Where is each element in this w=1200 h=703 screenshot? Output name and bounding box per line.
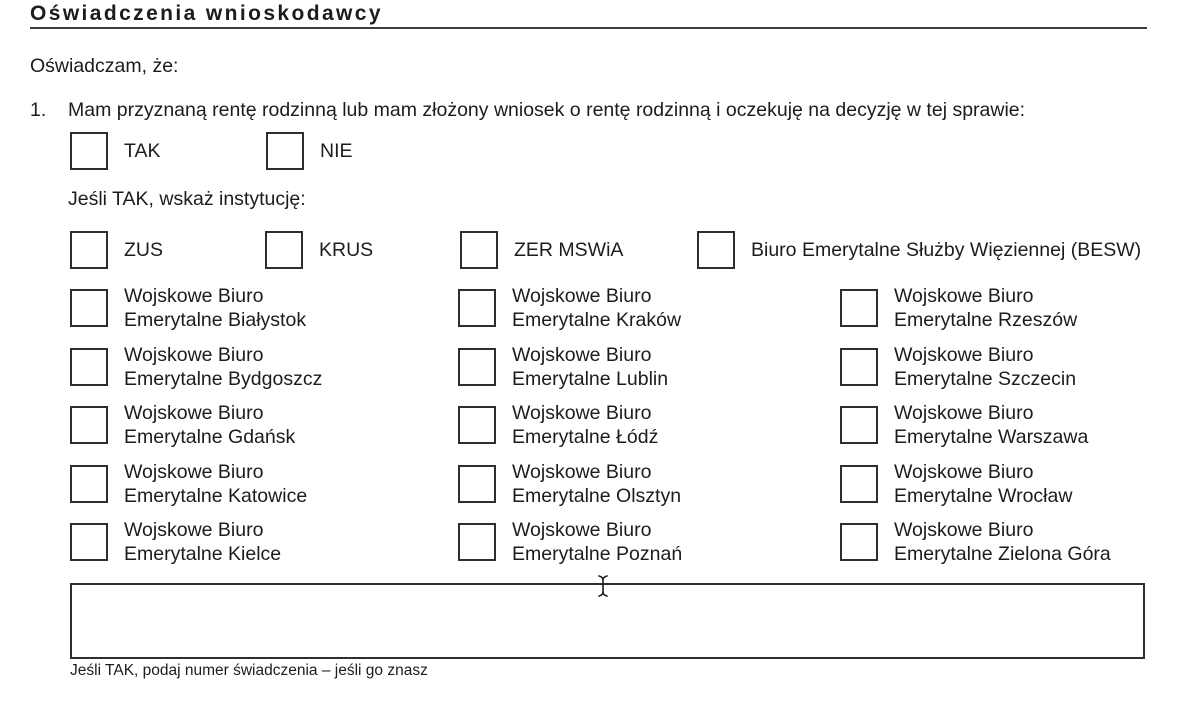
wbe-option (840, 284, 1160, 343)
option-zer-mswia-label: ZER MSWiA (514, 238, 624, 261)
wbe-label-line1: Wojskowe Biuro (894, 285, 1034, 307)
wbe-checkbox[interactable] (840, 465, 878, 503)
wbe-label-line1: Wojskowe Biuro (124, 402, 264, 424)
wbe-label-line1: Wojskowe Biuro (124, 460, 264, 483)
checkbox-zus[interactable] (70, 231, 108, 269)
option-tak (70, 132, 160, 170)
wbe-label (512, 460, 681, 508)
wbe-checkbox[interactable] (840, 406, 878, 444)
wbe-label (894, 284, 1077, 332)
wbe-option (70, 460, 458, 519)
wbe-label-line1: Wojskowe Biuro (894, 460, 1034, 483)
option-nie-label: NIE (320, 139, 353, 162)
wbe-checkbox[interactable] (70, 465, 108, 503)
wbe-option (70, 343, 458, 402)
page-title: Oświadczenia wnioskodawcy (30, 2, 383, 25)
wbe-label (894, 460, 1072, 508)
institution-prompt: Jeśli TAK, wskaż instytucję: (68, 188, 306, 210)
question-1-number: 1. (30, 99, 47, 121)
title-underline (30, 27, 1147, 29)
question-1-text: Mam przyznaną rentę rodzinną lub mam złożony wniosek o rentę rodzinną i oczekuję na decyzję w tej sprawie: (68, 99, 1026, 121)
wbe-checkbox[interactable] (70, 348, 108, 386)
wbe-option (840, 460, 1160, 519)
wbe-label-line2: Emerytalne Lublin (512, 367, 669, 390)
wbe-label-line2: Emerytalne Warszawa (894, 426, 1089, 448)
wbe-label-line2: Emerytalne Wrocław (894, 484, 1073, 507)
checkbox-besw[interactable] (697, 231, 735, 269)
wbe-option (840, 518, 1160, 577)
wbe-checkbox[interactable] (458, 465, 496, 503)
checkbox-zer-mswia[interactable] (460, 231, 498, 269)
option-besw (697, 231, 1141, 269)
wbe-label-line2: Emerytalne Rzeszów (894, 309, 1078, 331)
wbe-checkbox[interactable] (840, 523, 878, 561)
wbe-checkbox[interactable] (840, 348, 878, 386)
wbe-label (512, 284, 681, 332)
wbe-label-line2: Emerytalne Zielona Góra (894, 543, 1111, 565)
wbe-label-line1: Wojskowe Biuro (894, 402, 1034, 424)
option-zus-label: ZUS (124, 238, 163, 261)
benefit-number-caption: Jeśli TAK, podaj numer świadczenia – jeśli go znasz (70, 662, 428, 679)
declaration-intro: Oświadczam, że: (30, 55, 179, 77)
checkbox-tak[interactable] (70, 132, 108, 170)
wbe-label-line1: Wojskowe Biuro (512, 460, 652, 483)
wbe-label (124, 284, 306, 332)
wbe-label-line2: Emerytalne Gdańsk (124, 426, 296, 448)
wbe-option (70, 401, 458, 460)
wbe-checkbox[interactable] (70, 289, 108, 327)
option-krus (265, 231, 373, 269)
wbe-label-line2: Emerytalne Poznań (512, 543, 683, 565)
checkbox-krus[interactable] (265, 231, 303, 269)
wbe-option (458, 284, 840, 343)
wbe-checkbox[interactable] (70, 523, 108, 561)
wbe-option (458, 401, 840, 460)
option-zus (70, 231, 163, 269)
wbe-label (124, 518, 281, 566)
option-tak-label: TAK (124, 139, 161, 162)
wbe-label-line1: Wojskowe Biuro (124, 519, 264, 541)
wbe-label (124, 460, 307, 508)
wbe-label (124, 343, 322, 391)
wbe-label (512, 401, 658, 449)
wbe-checkbox[interactable] (458, 289, 496, 327)
wbe-label-line2: Emerytalne Kraków (512, 309, 682, 331)
wbe-label (894, 401, 1088, 449)
wbe-label-line2: Emerytalne Kielce (124, 543, 282, 565)
wbe-label (124, 401, 295, 449)
wbe-label-line1: Wojskowe Biuro (894, 519, 1034, 541)
wbe-label (894, 343, 1076, 391)
wbe-checkbox[interactable] (458, 348, 496, 386)
wbe-checkbox[interactable] (458, 523, 496, 561)
wbe-label-line2: Emerytalne Katowice (124, 484, 308, 507)
wbe-option (458, 343, 840, 402)
wbe-option (70, 518, 458, 577)
wbe-option (70, 284, 458, 343)
option-krus-label: KRUS (319, 238, 374, 261)
wbe-label-line2: Emerytalne Bydgoszcz (124, 367, 323, 390)
wbe-label (894, 518, 1111, 566)
wbe-label-line2: Emerytalne Szczecin (894, 367, 1077, 390)
wbe-label-line1: Wojskowe Biuro (512, 519, 652, 541)
wbe-label-line1: Wojskowe Biuro (512, 402, 652, 424)
option-nie (266, 132, 353, 170)
wbe-label-line1: Wojskowe Biuro (124, 343, 264, 366)
option-zer-mswia (460, 231, 623, 269)
wbe-option (840, 343, 1160, 402)
text-cursor-icon (596, 574, 610, 598)
military-offices-grid (70, 284, 1160, 577)
wbe-label-line1: Wojskowe Biuro (512, 343, 652, 366)
wbe-label-line2: Emerytalne Białystok (124, 309, 307, 331)
wbe-label (512, 518, 682, 566)
option-besw-label: Biuro Emerytalne Służby Więziennej (BESW) (751, 238, 1142, 261)
wbe-label-line2: Emerytalne Łódź (512, 426, 659, 448)
wbe-label-line1: Wojskowe Biuro (124, 285, 264, 307)
wbe-option (458, 518, 840, 577)
wbe-label (512, 343, 668, 391)
wbe-checkbox[interactable] (840, 289, 878, 327)
wbe-option (840, 401, 1160, 460)
checkbox-nie[interactable] (266, 132, 304, 170)
wbe-label-line1: Wojskowe Biuro (512, 285, 652, 307)
wbe-option (458, 460, 840, 519)
wbe-label-line2: Emerytalne Olsztyn (512, 484, 682, 507)
wbe-checkbox[interactable] (70, 406, 108, 444)
wbe-checkbox[interactable] (458, 406, 496, 444)
wbe-label-line1: Wojskowe Biuro (894, 343, 1034, 366)
